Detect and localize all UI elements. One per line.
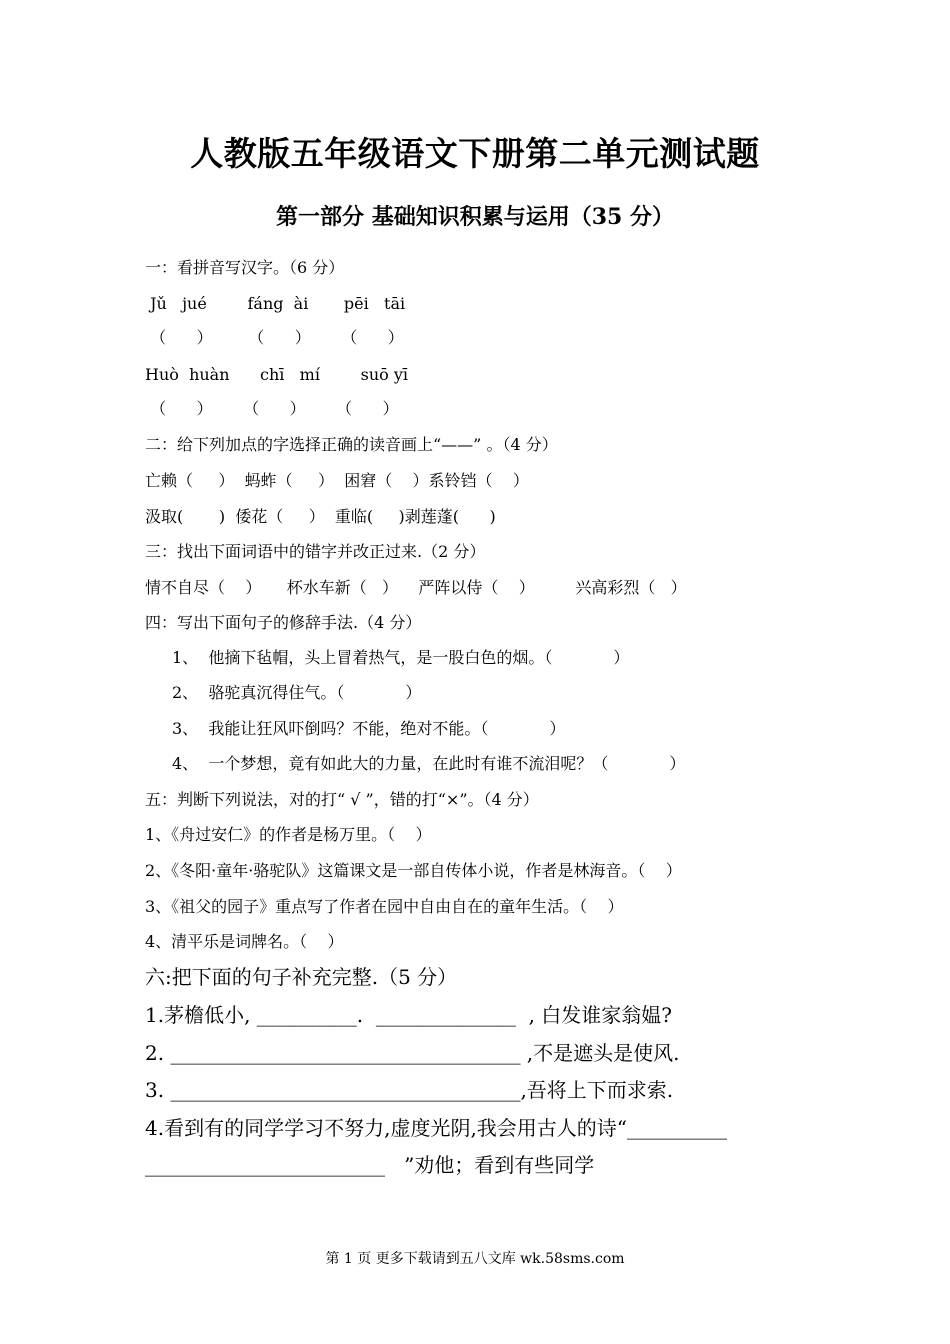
q5-item: 1、《舟过安仁》的作者是杨万里。（ ）	[145, 825, 432, 844]
q4-item: 4、 一个梦想，竟有如此大的力量，在此时有谁不流泪呢？（ ）	[172, 754, 686, 773]
q5-item: 2、《冬阳·童年·骆驼队》这篇课文是一部自传体小说，作者是林海音。（ ）	[145, 861, 682, 880]
q3-heading: 三：找出下面词语中的错字并改正过来.（2 分）	[145, 542, 486, 561]
q1-pinyin-row: Huò huàn chī mí suō yī	[145, 365, 409, 384]
q6-item: 3. ___________________________________,吾将上下而求索.	[145, 1078, 674, 1102]
q6-item: 2. ___________________________________ ,不是遮头是使风.	[145, 1041, 680, 1065]
q4-item: 1、 他摘下毡帽，头上冒着热气，是一股白色的烟。（ ）	[172, 648, 630, 667]
q4-item: 2、 骆驼真沉得住气。（ ）	[172, 683, 422, 702]
q6-item: 1.茅檐低小, __________. ______________ , 白发谁家翁媪?	[145, 1003, 673, 1027]
part-title: 第一部分 基础知识积累与运用（35 分）	[276, 204, 674, 230]
page-title: 人教版五年级语文下册第二单元测试题	[190, 134, 760, 173]
q1-pinyin-row: Jǔ jué fáng ài pēi tāi	[145, 294, 406, 313]
q4-item: 3、 我能让狂风吓倒吗？不能，绝对不能。（ ）	[172, 719, 566, 738]
q5-item: 4、清平乐是词牌名。（ ）	[145, 932, 344, 951]
q6-heading: 六:把下面的句子补充完整.（5 分）	[145, 965, 458, 989]
q1-blank-row: （ ） （ ） （ ）	[145, 328, 404, 347]
q1-blank-row: （ ） （ ） （ ）	[145, 399, 399, 418]
q5-heading: 五：判断下列说法，对的打“ √ ”，错的打“×”。（4 分）	[145, 790, 539, 809]
q6-item: 4.看到有的同学学习不努力,虚度光阴,我会用古人的诗“__________	[145, 1116, 728, 1140]
page-footer: 第 1 页 更多下载请到五八文库 wk.58sms.com	[325, 1251, 625, 1267]
q1-heading: 一：看拼音写汉字。（6 分）	[145, 258, 345, 277]
q2-row: 亡赖（ ） 蚂蚱（ ） 困窘（ ）系铃铛（ ）	[145, 471, 529, 490]
q4-heading: 四：写出下面句子的修辞手法.（4 分）	[145, 613, 422, 632]
q2-row: 汲取( ) 倭花（ ） 重临( )剥莲蓬( )	[145, 507, 496, 526]
q6-item: ________________________ ”劝他；看到有些同学	[145, 1153, 595, 1177]
q5-item: 3、《祖父的园子》重点写了作者在园中自由自在的童年生活。（ ）	[145, 897, 624, 916]
q2-heading: 二：给下列加点的字选择正确的读音画上“——” 。（4 分）	[145, 435, 558, 454]
q3-row: 情不自尽（ ） 杯水车新（ ） 严阵以侍（ ） 兴高彩烈（ ）	[145, 578, 687, 597]
